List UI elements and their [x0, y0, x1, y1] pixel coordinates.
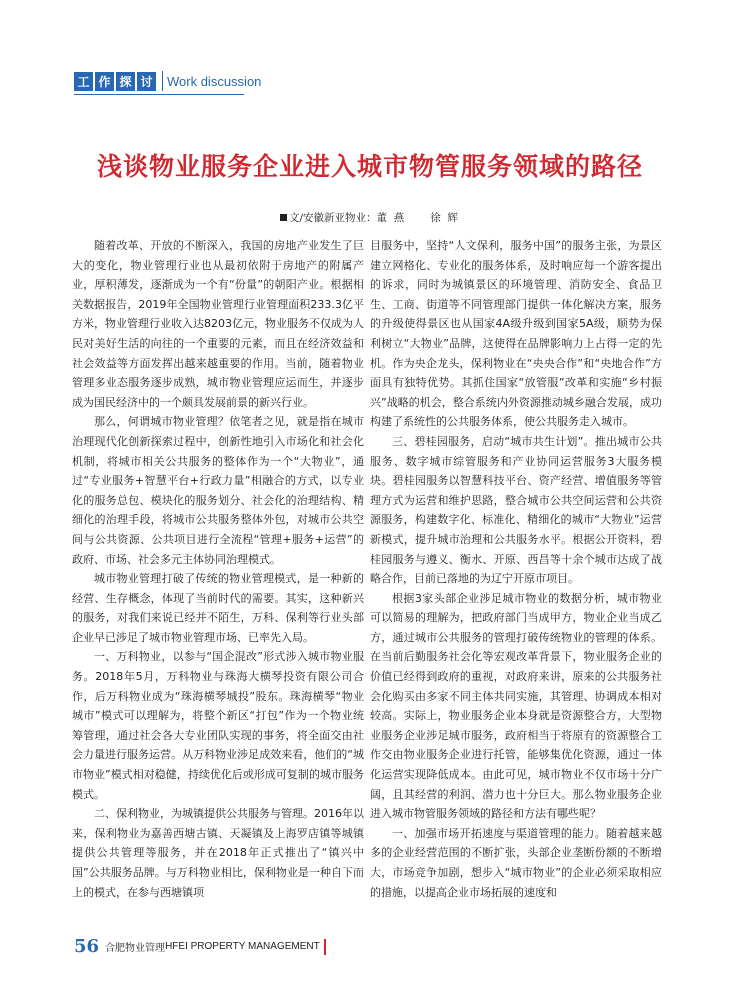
- section-header: [74, 70, 261, 92]
- body-paragraph: 那么，何谓城市物业管理？依笔者之见，就是指在城市治理现代化创新探索过程中，创新性地引入市场化和社会化机制，将城市相关公共服务的整体作为一个“大物业”，通过“专业服务+智慧平台+行政力量”相融合的方式，以专业化的服务总包、模块化的服务划分、社会化的治理结构、精细化的治理手段，将城市公共服务整体外包，对城市公共空间与公共资源、公共项目进行全流程“管理+服务+运营”的政府、市场、社会多元主体协同治理模式。: [72, 415, 364, 566]
- section-tag-english: Work discussion: [167, 73, 262, 89]
- section-tag-char: 探: [116, 72, 135, 91]
- body-paragraph: 目服务中，坚持“人文保利，服务中国”的服务主张，为景区建立网格化、专业化的服务体系，及时响应每一个游客提出的诉求，同时为城镇景区的环境管理、消防安全、食品卫生、工商、街道等不同管理部门提供一体化解决方案，服务的升级使得景区也从国家4A级升级到国家5A级，顺势为保利树立“大物业”品牌，这使得在品牌影响力上占得一定的先机。作为央企龙头，保利物业在“央央合作”和“央地合作”方面具有独特优势。其抓住国家“放管服”改革和实施“乡村振兴”战略的机会，整合系统内外资源推动城乡融合发展，成功构建了系统性的公共服务体系，使公共服务走入城市。: [370, 239, 662, 429]
- body-paragraph: 根据3家头部企业涉足城市物业的数据分析，城市物业可以简易的理解为，把政府部门当成甲方，物业企业当成乙方，通过城市公共服务的管理打破传统物业的管理的体系。在当前后勤服务社会化等宏观改革背景下，物业服务企业的价值已经得到政府的重视，对政府来讲，原来的公共服务社会化购买由多家不同主体共同实施，其管理、协调成本相对较高。实际上，物业服务企业本身就是资源整合方，大型物业服务企业涉足城市服务，政府相当于将原有的资源整合工作交由物业服务企业进行托管，能够集优化资源，通过一体化运营实现降低成本。由此可见，城市物业不仅市场十分广阔，且其经营的利润、潜力也十分巨大。那么物业服务企业进入城市物管服务领域的路径和方法有哪些呢？: [370, 591, 662, 821]
- section-tag-char: 作: [95, 72, 114, 91]
- body-paragraph: 城市物业管理打破了传统的物业管理模式，是一种新的经营、生存概念，体现了当前时代的需要。其实，这种新兴的服务，对我们来说已经并不陌生，万科、保利等行业头部企业早已涉足了城市物业管理市场、已率先入局。: [72, 572, 364, 644]
- header-rule: [74, 94, 244, 95]
- body-paragraph: 一、加强市场开拓速度与渠道管理的能力。随着越来越多的企业经营范围的不断扩张，头部企业垄断份额的不断增大，市场竞争加剧，想步入“城市物业”的企业必须采取相应的措施，以提高企业市场拓展的速度和: [370, 826, 662, 899]
- body-paragraph: 二、保利物业，为城镇提供公共服务与管理。2016年以来，保利物业为嘉善西塘古镇、天凝镇及上海罗店镇等城镇提供公共管理等服务，并在2018年正式推出了“镇兴中国”公共服务品牌。与万科物业相比，保利物业是一种自下而上的模式，在参与西塘镇项: [72, 807, 364, 899]
- header-divider: [162, 71, 163, 91]
- body-paragraph: 一、万科物业，以参与“国企混改”形式涉入城市物业服务。2018年5月，万科物业与珠海大横琴投资有限公司合作，后万科物业成为“珠海横琴城投”股东。珠海横琴“物业城市”模式可以理解为，将整个新区“打包”作为一个物业统筹管理，通过社会各大专业团队实现的事务，将全面交由社会力量进行服务运营。从万科物业涉足成效来看，他们的“城市物业”模式相对稳健，持续优化后或形成可复制的城市服务模式。: [72, 650, 364, 801]
- footer-accent-bar: [324, 939, 326, 955]
- publication-name: 合肥物业管理: [105, 943, 166, 954]
- text-column-left: [72, 236, 364, 902]
- body-paragraph: 三、碧桂园服务，启动“城市共生计划”。推出城市公共服务、数字城市综管服务和产业协同运营服务3大服务模块。碧桂园服务以智慧科技平台、资产经营、增值服务等管理方式为运营和维护思路，整合城市公共空间运营和公共资源服务，构建数字化、标准化、精细化的城市“大物业”运营新模式，提升城市治理和公共服务水平。根据公开资料，碧桂园服务与遵义、衡水、开原、西昌等十余个城市达成了战略合作，目前已落地的为辽宁开原市项目。: [370, 434, 662, 586]
- publication-name-english: HFEI PROPERTY MANAGEMENT: [165, 941, 320, 952]
- byline-prefix: 文/安徽新亚物业：: [289, 212, 377, 224]
- section-tag-char: 讨: [137, 72, 156, 91]
- page-footer: [74, 936, 326, 957]
- section-tag-char: 工: [74, 72, 93, 91]
- bullet-square-icon: [280, 214, 287, 221]
- author-name: 徐 辉: [430, 212, 458, 224]
- text-column-right: [370, 236, 662, 902]
- article-title: 浅谈物业服务企业进入城市物管服务领域的路径: [96, 152, 643, 181]
- author-name: 董 燕: [376, 212, 405, 224]
- page-number: 56: [74, 936, 100, 957]
- body-paragraph: 随着改革、开放的不断深入，我国的房地产业发生了巨大的变化，物业管理行业也从最初依附于房地产的附属产业，厚积薄发，逐渐成为一个有“份量”的朝阳产业。根据相关数据报告，2019年全国物业管理行业管理面积233.3亿平方米，物业管理行业收入达8203亿元，物业服务不仅成为人民对美好生活的向往的一个重要的元素，而且在经济效益和社会效益等方面发挥出越来越重要的作用。当前，随着物业管理多业态服务逐步成熟，城市物业管理应运而生，并逐步成为国民经济中的一个颇具发展前景的新兴行业。: [72, 239, 364, 409]
- byline: [280, 210, 458, 225]
